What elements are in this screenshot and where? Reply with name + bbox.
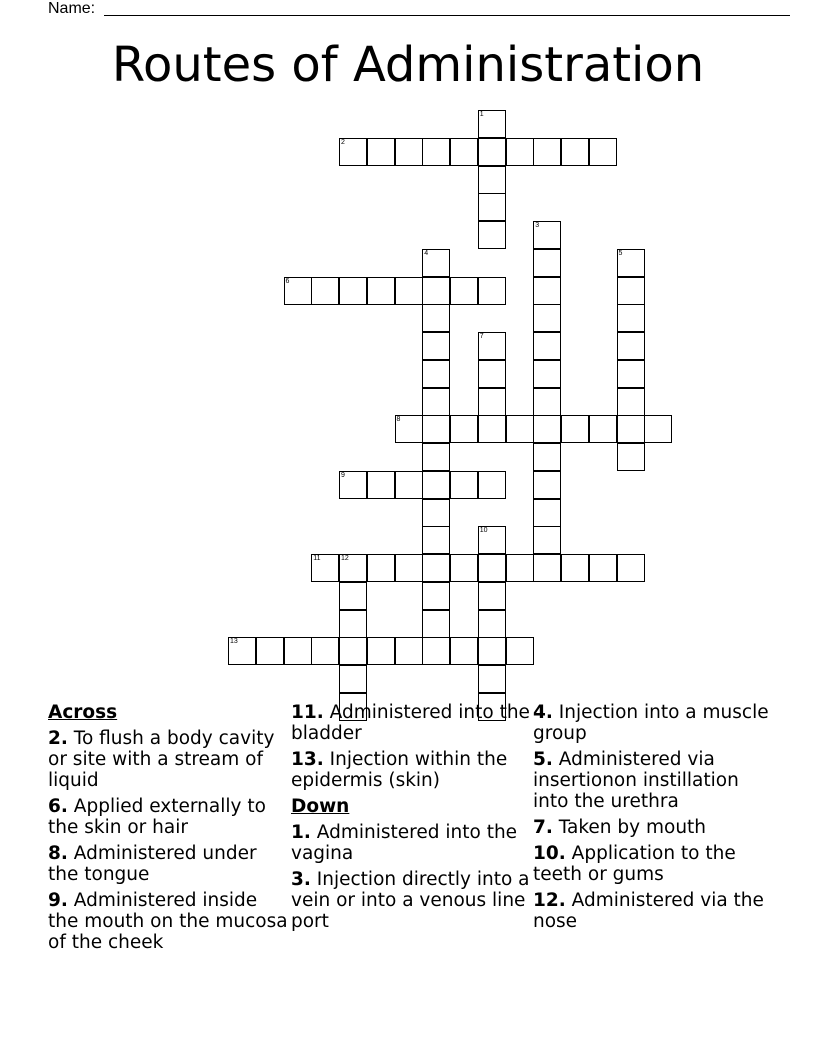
grid-cell[interactable] bbox=[533, 221, 561, 249]
grid-cell[interactable] bbox=[533, 443, 561, 471]
grid-cell[interactable] bbox=[450, 554, 478, 582]
grid-cell[interactable] bbox=[422, 249, 450, 277]
grid-cell[interactable] bbox=[450, 471, 478, 499]
cell-number: 5 bbox=[618, 249, 623, 257]
clue-text: Administered via the nose bbox=[533, 890, 764, 932]
grid-cell[interactable] bbox=[422, 554, 450, 582]
grid-cell[interactable] bbox=[422, 582, 450, 610]
grid-cell[interactable] bbox=[228, 637, 256, 665]
clue-number: 2. bbox=[48, 728, 68, 749]
clue-text: Injection into a muscle group bbox=[533, 702, 769, 744]
clue-number: 8. bbox=[48, 843, 68, 864]
grid-cell[interactable] bbox=[339, 665, 367, 693]
grid-cell[interactable] bbox=[478, 554, 506, 582]
grid-cell[interactable] bbox=[533, 249, 561, 277]
grid-cell[interactable] bbox=[617, 277, 645, 305]
grid-cell[interactable] bbox=[478, 166, 506, 194]
grid-cell[interactable] bbox=[533, 304, 561, 332]
down-heading: Down bbox=[291, 796, 350, 817]
grid-cell[interactable] bbox=[422, 526, 450, 554]
grid-cell[interactable] bbox=[478, 360, 506, 388]
grid-cell[interactable] bbox=[422, 499, 450, 527]
grid-cell[interactable] bbox=[339, 637, 367, 665]
grid-cell[interactable] bbox=[339, 610, 367, 638]
clue-item bbox=[48, 728, 288, 791]
clue-text: Applied externally to the skin or hair bbox=[48, 796, 266, 838]
grid-cell[interactable] bbox=[478, 277, 506, 305]
grid-cell[interactable] bbox=[506, 554, 534, 582]
grid-cell[interactable] bbox=[478, 582, 506, 610]
grid-cell[interactable] bbox=[561, 554, 589, 582]
grid-cell[interactable] bbox=[533, 138, 561, 166]
grid-cell[interactable] bbox=[506, 138, 534, 166]
grid-cell[interactable] bbox=[422, 332, 450, 360]
grid-cell[interactable] bbox=[311, 554, 339, 582]
grid-cell[interactable] bbox=[478, 221, 506, 249]
name-label: Name: bbox=[48, 0, 96, 17]
grid-cell[interactable] bbox=[422, 277, 450, 305]
page-title: Routes of Administration bbox=[111, 37, 705, 93]
grid-cell[interactable] bbox=[450, 637, 478, 665]
clue-text: Administered under the tongue bbox=[48, 843, 257, 885]
cell-number: 8 bbox=[396, 416, 401, 424]
cell-number: 1 bbox=[479, 111, 484, 118]
grid-cell[interactable] bbox=[617, 415, 645, 443]
cell-number: 4 bbox=[424, 249, 429, 257]
grid-cell[interactable] bbox=[617, 360, 645, 388]
grid-cell[interactable] bbox=[533, 360, 561, 388]
grid-cell[interactable] bbox=[533, 499, 561, 527]
cell-number: 7 bbox=[479, 333, 484, 340]
grid-cell[interactable] bbox=[561, 138, 589, 166]
grid-cell[interactable] bbox=[422, 360, 450, 388]
grid-cell[interactable] bbox=[478, 665, 506, 693]
clue-item bbox=[533, 843, 773, 885]
cell-number: 6 bbox=[285, 277, 290, 285]
grid-cell[interactable] bbox=[617, 249, 645, 277]
clue-item bbox=[291, 869, 531, 932]
grid-cell[interactable] bbox=[617, 332, 645, 360]
grid-cell[interactable] bbox=[478, 332, 506, 360]
grid-cell[interactable] bbox=[589, 554, 617, 582]
grid-cell[interactable] bbox=[617, 443, 645, 471]
clue-number: 4. bbox=[533, 702, 553, 723]
grid-cell[interactable] bbox=[422, 304, 450, 332]
grid-cell[interactable] bbox=[395, 637, 423, 665]
grid-cell[interactable] bbox=[450, 415, 478, 443]
cell-number: 3 bbox=[535, 222, 540, 229]
grid-cell[interactable] bbox=[617, 554, 645, 582]
clue-text: Administered inside the mouth on the mucosa of the cheek bbox=[48, 890, 288, 953]
clue-item bbox=[291, 702, 531, 744]
grid-cell[interactable] bbox=[367, 471, 395, 499]
grid-cell[interactable] bbox=[617, 388, 645, 416]
grid-cell[interactable] bbox=[422, 443, 450, 471]
grid-cell[interactable] bbox=[367, 138, 395, 166]
clue-text: Application to the teeth or gums bbox=[533, 843, 736, 885]
clue-text: Administered into the vagina bbox=[291, 822, 518, 864]
grid-cell[interactable] bbox=[395, 471, 423, 499]
clue-text: Taken by mouth bbox=[558, 817, 707, 838]
clue-item bbox=[533, 890, 773, 932]
grid-cell[interactable] bbox=[644, 415, 672, 443]
clue-item bbox=[291, 822, 531, 864]
grid-cell[interactable] bbox=[506, 637, 534, 665]
grid-cell[interactable] bbox=[395, 415, 423, 443]
grid-cell[interactable] bbox=[395, 277, 423, 305]
clue-number: 7. bbox=[533, 817, 553, 838]
grid-cell[interactable] bbox=[422, 471, 450, 499]
clue-column-3 bbox=[533, 702, 773, 937]
grid-cell[interactable] bbox=[533, 554, 561, 582]
clue-number: 13. bbox=[291, 749, 324, 770]
clue-item bbox=[48, 843, 288, 885]
clue-number: 3. bbox=[291, 869, 311, 890]
grid-cell[interactable] bbox=[339, 554, 367, 582]
grid-cell[interactable] bbox=[367, 554, 395, 582]
grid-cell[interactable] bbox=[395, 554, 423, 582]
cell-number: 12 bbox=[341, 555, 349, 562]
grid-cell[interactable] bbox=[478, 526, 506, 554]
cell-number: 10 bbox=[479, 527, 488, 535]
grid-cell[interactable] bbox=[478, 110, 506, 138]
grid-cell[interactable] bbox=[284, 637, 312, 665]
clue-text: To flush a body cavity or site with a stream of liquid bbox=[48, 728, 275, 791]
clue-number: 1. bbox=[291, 822, 311, 843]
grid-cell[interactable] bbox=[533, 471, 561, 499]
grid-cell[interactable] bbox=[422, 415, 450, 443]
clue-number: 6. bbox=[48, 796, 68, 817]
clue-item bbox=[533, 749, 773, 812]
grid-cell[interactable] bbox=[617, 304, 645, 332]
clue-number: 9. bbox=[48, 890, 68, 911]
clue-text: Injection directly into a vein or into a venous line port bbox=[291, 869, 530, 932]
clue-number: 10. bbox=[533, 843, 566, 864]
grid-cell[interactable] bbox=[478, 637, 506, 665]
clue-text: Injection within the epidermis (skin) bbox=[291, 749, 508, 791]
clue-item bbox=[533, 702, 773, 744]
grid-cell[interactable] bbox=[450, 277, 478, 305]
clue-column-2 bbox=[291, 702, 531, 937]
grid-cell[interactable] bbox=[478, 388, 506, 416]
grid-cell[interactable] bbox=[284, 277, 312, 305]
grid-cell[interactable] bbox=[450, 138, 478, 166]
grid-cell[interactable] bbox=[589, 415, 617, 443]
grid-cell[interactable] bbox=[589, 138, 617, 166]
grid-cell[interactable] bbox=[533, 388, 561, 416]
grid-cell[interactable] bbox=[478, 471, 506, 499]
cell-number: 2 bbox=[341, 138, 345, 146]
cell-number: 13 bbox=[230, 638, 238, 646]
cell-number: 9 bbox=[341, 471, 345, 479]
grid-cell[interactable] bbox=[478, 193, 506, 221]
grid-cell[interactable] bbox=[561, 415, 589, 443]
grid-cell[interactable] bbox=[367, 277, 395, 305]
grid-cell[interactable] bbox=[339, 471, 367, 499]
grid-cell[interactable] bbox=[339, 277, 367, 305]
across-heading: Across bbox=[48, 702, 118, 723]
grid-cell[interactable] bbox=[367, 637, 395, 665]
grid-cell[interactable] bbox=[506, 415, 534, 443]
grid-cell[interactable] bbox=[478, 415, 506, 443]
clue-item bbox=[291, 749, 531, 791]
cell-number: 11 bbox=[313, 555, 321, 562]
clue-number: 12. bbox=[533, 890, 566, 911]
clue-item bbox=[48, 890, 288, 953]
grid-cell[interactable] bbox=[478, 610, 506, 638]
clue-item bbox=[533, 817, 773, 838]
grid-cell[interactable] bbox=[395, 138, 423, 166]
grid-cell[interactable] bbox=[533, 332, 561, 360]
clue-column-1 bbox=[48, 702, 288, 958]
grid-cell[interactable] bbox=[256, 637, 284, 665]
clue-text: Administered via insertionon instillation into the urethra bbox=[533, 749, 739, 812]
clue-item bbox=[48, 796, 288, 838]
grid-cell[interactable] bbox=[533, 526, 561, 554]
clue-number: 5. bbox=[533, 749, 553, 770]
grid-cell[interactable] bbox=[533, 415, 561, 443]
grid-cell[interactable] bbox=[311, 637, 339, 665]
grid-cell[interactable] bbox=[422, 637, 450, 665]
grid-cell[interactable] bbox=[478, 138, 506, 166]
grid-cell[interactable] bbox=[311, 277, 339, 305]
grid-cell[interactable] bbox=[339, 138, 367, 166]
grid-cell[interactable] bbox=[339, 582, 367, 610]
grid-cell[interactable] bbox=[422, 610, 450, 638]
grid-cell[interactable] bbox=[422, 388, 450, 416]
grid-cell[interactable] bbox=[533, 277, 561, 305]
clue-number: 11. bbox=[291, 702, 324, 723]
grid-cell[interactable] bbox=[422, 138, 450, 166]
clue-text: Administered into the bladder bbox=[291, 702, 530, 744]
